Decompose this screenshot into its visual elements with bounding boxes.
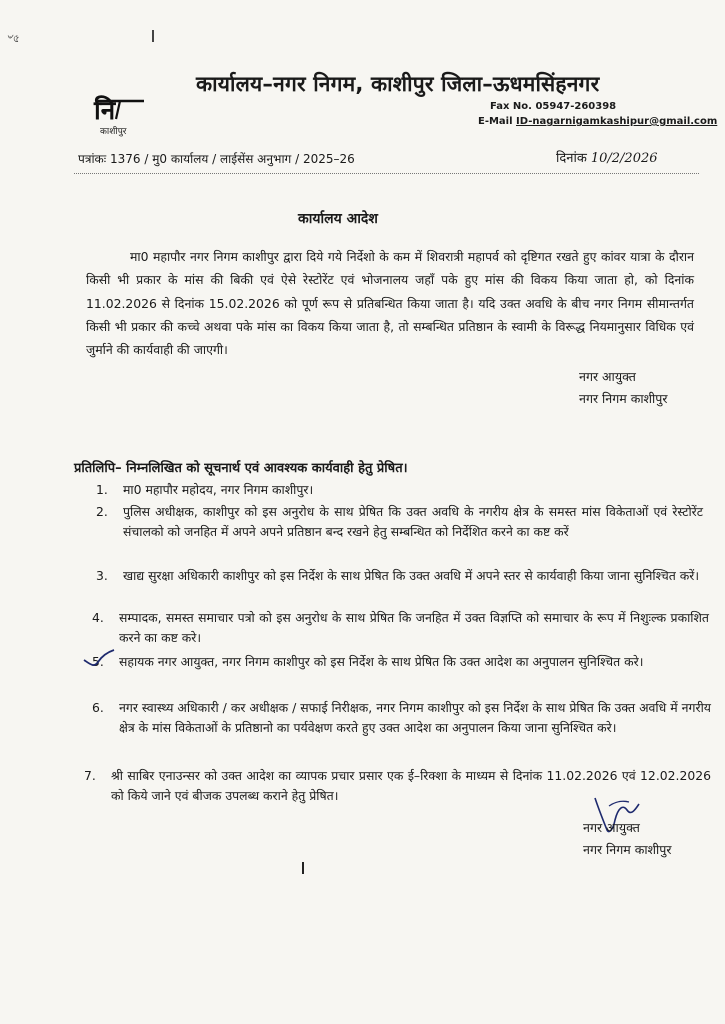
order-body: मा0 महापौर नगर निगम काशीपुर द्वारा दिये गये निर्देशो के कम में शिवरात्री महापर्व को दृष्टिगत रखते हुए कांवर यात्रा के दौरान किसी भी प्रकार के मांस की बिकी एवं ऐसे रेस्टोरेंट एवं भोजनालय जहाँ पके हुए मांस की विकय किया जाता हो, को दिनांक 11.02.2026 से दिनांक 15.02.2026 को पूर्ण रूप से प्रतिबन्धित किया जाता है। यदि उक्त अवधि के बीच नगर निगम सीमान्तर्गत किसी भी प्रकार की कच्चे अथवा पके मांस का विकय किया जाता है, तो सम्बन्धित प्रतिष्ठान के स्वामी के विरूद्ध नियमानुसार विधिक एवं जुर्माने की कार्यवाही की जाएगी। — [86, 249, 694, 358]
item-text: श्री साबिर एनाउन्सर को उक्त आदेश का व्यापक प्रचार प्रसार एक ई–रिक्शा के माध्यम से दिनांक 11.02.2026 एवं 12.02.2026 को किये जाने एवं बीजक उपलब्ध कराने हेतु प्रेषित। — [111, 768, 711, 803]
item-number: 6. — [92, 700, 104, 715]
svg-text:नि: नि — [94, 96, 116, 125]
item-number: 3. — [96, 568, 108, 583]
date-label: दिनांक — [556, 151, 587, 166]
item-number: 1. — [96, 482, 108, 497]
copy-to-heading: प्रतिलिपि– निम्नलिखित को सूचनार्थ एवं आवश्यक कार्यवाही हेतु प्रेषित। — [74, 461, 408, 476]
item-number: 7. — [84, 768, 96, 783]
corner-page-mark: ৺৫ — [6, 32, 20, 45]
copy-signature-block — [583, 817, 672, 861]
signatory-office: नगर निगम काशीपुर — [583, 842, 672, 857]
item-text: खाद्य सुरक्षा अधिकारी काशीपुर को इस निर्देश के साथ प्रेषित कि उक्त अवधि में अपने स्तर से कार्यवाही किया जाना सुनिश्चित करें। — [123, 568, 700, 583]
date-value: 10/2/2026 — [590, 151, 658, 166]
item-text: सम्पादक, समस्त समाचार पत्रो को इस अनुरोध के साथ प्रेषित कि जनहित में उक्त विज्ञप्ति को समाचार के रूप में निशुःल्क प्रकाशित करने का कष्ट करे। — [119, 610, 709, 645]
item-number: 4. — [92, 610, 104, 625]
tick-mark-icon — [82, 648, 116, 670]
reference-number: पत्रांकः 1376 / मु0 कार्यालय / लाईसेंस अनुभाग / 2025–26 — [78, 152, 355, 166]
signatory-title: नगर आयुक्त — [579, 369, 636, 384]
office-title: कार्यालय–नगर निगम, काशीपुर जिला–ऊधमसिंहनगर — [196, 72, 600, 96]
order-heading: कार्यालय आदेश — [298, 211, 378, 227]
item-number: 5. — [92, 654, 104, 669]
item-text: पुलिस अधीक्षक, काशीपुर को इस अनुरोध के साथ प्रेषित कि उक्त अवधि के नगरीय क्षेत्र के समस्त मांस विकेताओं एवं रेस्टोरेंट संचालको को जनहित में अपने अपने प्रतिष्ठान बन्द रखने हेतु सम्बन्धित को निर्देशित करने का कष्ट करें — [123, 504, 703, 539]
item-number: 2. — [96, 504, 108, 519]
email-label: E-Mail — [478, 116, 517, 127]
item-text: मा0 महापौर महोदय, नगर निगम काशीपुर। — [123, 482, 314, 497]
fax-number: Fax No. 05947-260398 — [490, 101, 617, 112]
scan-mark — [302, 862, 304, 874]
email-address: ID-nagarnigamkashipur@gmail.com — [516, 116, 718, 127]
item-text: नगर स्वास्थ्य अधिकारी / कर अधीक्षक / सफाई निरीक्षक, नगर निगम काशीपुर को इस निर्देश के साथ प्रेषित कि उक्त अवधि में नगरीय क्षेत्र के मांस विकेताओं के प्रतिष्ठानो का पर्यवेक्षण करते हुए उक्त आदेश का अनुपालन किया जाना सुनिश्चित करे। — [119, 700, 711, 735]
item-text: सहायक नगर आयुक्त, नगर निगम काशीपुर को इस निर्देश के साथ प्रेषित कि उक्त आदेश का अनुपालन सुनिश्चित करे। — [119, 654, 644, 669]
logo-caption: काशीपुर — [100, 127, 127, 137]
signatory-office: नगर निगम काशीपुर — [579, 391, 668, 406]
signatory-title: नगर आयुक्त — [583, 820, 640, 835]
